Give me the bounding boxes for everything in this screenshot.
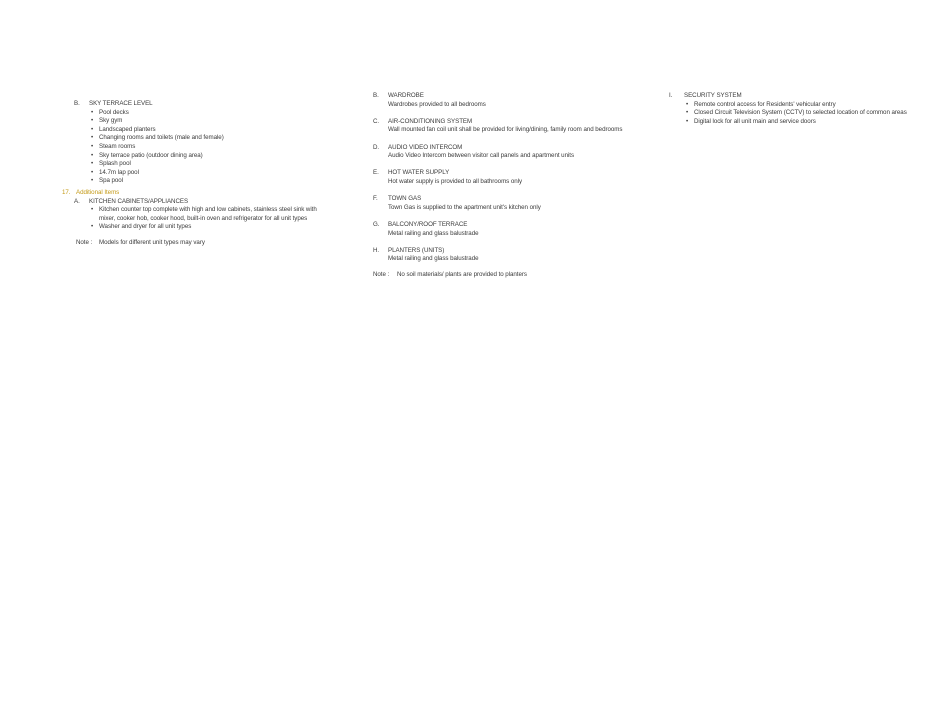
item-letter: G. bbox=[373, 220, 380, 228]
list-item: • Changing rooms and toilets (male and female) bbox=[89, 134, 342, 143]
list-item: • Sky gym bbox=[89, 117, 342, 126]
sky-terrace-letter: B. bbox=[74, 100, 80, 107]
middle-column bbox=[373, 92, 633, 279]
item-title: AIR-CONDITIONING SYSTEM bbox=[388, 117, 473, 125]
kitchen-title: KITCHEN CABINETS/APPLIANCES bbox=[89, 197, 189, 205]
list-item: • Spa pool bbox=[89, 177, 342, 186]
air-conditioning-item bbox=[373, 118, 633, 135]
wardrobe-item bbox=[373, 92, 633, 109]
item-title: HOT WATER SUPPLY bbox=[388, 169, 450, 177]
sky-terrace-section bbox=[62, 100, 342, 186]
item-title: PLANTERS (UNITS) bbox=[388, 246, 445, 254]
kitchen-letter: A. bbox=[74, 197, 80, 205]
security-section bbox=[669, 92, 909, 126]
item-desc: Audio Video Intercom between visitor call panels and apartment units bbox=[388, 152, 575, 160]
item-letter: B. bbox=[373, 92, 379, 99]
item-letter: H. bbox=[373, 246, 380, 254]
item-desc: Wardrobes provided to all bedrooms bbox=[388, 100, 486, 108]
note-middle bbox=[373, 271, 633, 280]
list-item: • Pool decks bbox=[89, 109, 342, 118]
left-column bbox=[62, 100, 342, 248]
section-17-heading bbox=[62, 189, 342, 198]
security-letter: I. bbox=[669, 92, 673, 99]
list-item: • 14.7m lap pool bbox=[89, 169, 342, 178]
item-desc: Metal railing and glass balustrade bbox=[388, 255, 479, 263]
item-title: BALCONY/ROOF TERRACE bbox=[388, 220, 468, 228]
sky-terrace-title: SKY TERRACE LEVEL bbox=[89, 100, 153, 107]
note-text: No soil materials/ plants are provided to planters bbox=[397, 270, 527, 278]
security-title: SECURITY SYSTEM bbox=[684, 92, 742, 99]
list-item: • Remote control access for Residents' vehicular entry bbox=[684, 101, 909, 110]
item-letter: D. bbox=[373, 143, 380, 151]
item-desc: Town Gas is supplied to the apartment unit's kitchen only bbox=[388, 203, 541, 211]
list-item: • Splash pool bbox=[89, 160, 342, 169]
town-gas-item bbox=[373, 195, 633, 212]
item-title: WARDROBE bbox=[388, 92, 424, 99]
kitchen-list bbox=[89, 206, 324, 232]
note-label: Note : bbox=[76, 238, 93, 246]
list-item: • Closed Circuit Television System (CCTV) to selected location of common areas bbox=[684, 109, 909, 118]
security-list bbox=[684, 101, 909, 127]
list-item: • Digital lock for all unit main and service doors bbox=[684, 118, 909, 127]
note-text: Models for different unit types may vary bbox=[99, 238, 205, 246]
right-column bbox=[669, 92, 909, 126]
list-item: • Landscaped planters bbox=[89, 126, 342, 135]
item-desc: Hot water supply is provided to all bathrooms only bbox=[388, 177, 523, 185]
note-left bbox=[62, 239, 342, 248]
list-item: • Sky terrace patio (outdoor dining area) bbox=[89, 152, 342, 161]
list-item: • Kitchen counter top complete with high and low cabinets, stainless steel sink with mixer, cooker hob, cooker hood, built-in oven and refrigerator for all unit types bbox=[89, 206, 324, 223]
item-title: AUDIO VIDEO INTERCOM bbox=[388, 143, 463, 151]
intercom-item bbox=[373, 144, 633, 161]
list-item: • Steam rooms bbox=[89, 143, 342, 152]
kitchen-section bbox=[62, 198, 342, 232]
planters-item bbox=[373, 247, 633, 264]
list-item: • Washer and dryer for all unit types bbox=[89, 223, 324, 232]
item-letter: E. bbox=[373, 169, 379, 177]
item-desc: Metal railing and glass balustrade bbox=[388, 229, 479, 237]
item-desc: Wall mounted fan coil unit shall be provided for living/dining, family room and bedrooms bbox=[388, 126, 623, 134]
item-title: TOWN GAS bbox=[388, 195, 422, 203]
section-17-number: 17. bbox=[62, 188, 71, 196]
note-label: Note : bbox=[373, 270, 390, 278]
item-letter: C. bbox=[373, 117, 380, 125]
sky-terrace-list bbox=[89, 109, 342, 186]
section-17-title: Additional Items bbox=[76, 188, 120, 196]
item-letter: F. bbox=[373, 195, 378, 203]
hot-water-item bbox=[373, 169, 633, 186]
balcony-item bbox=[373, 221, 633, 238]
